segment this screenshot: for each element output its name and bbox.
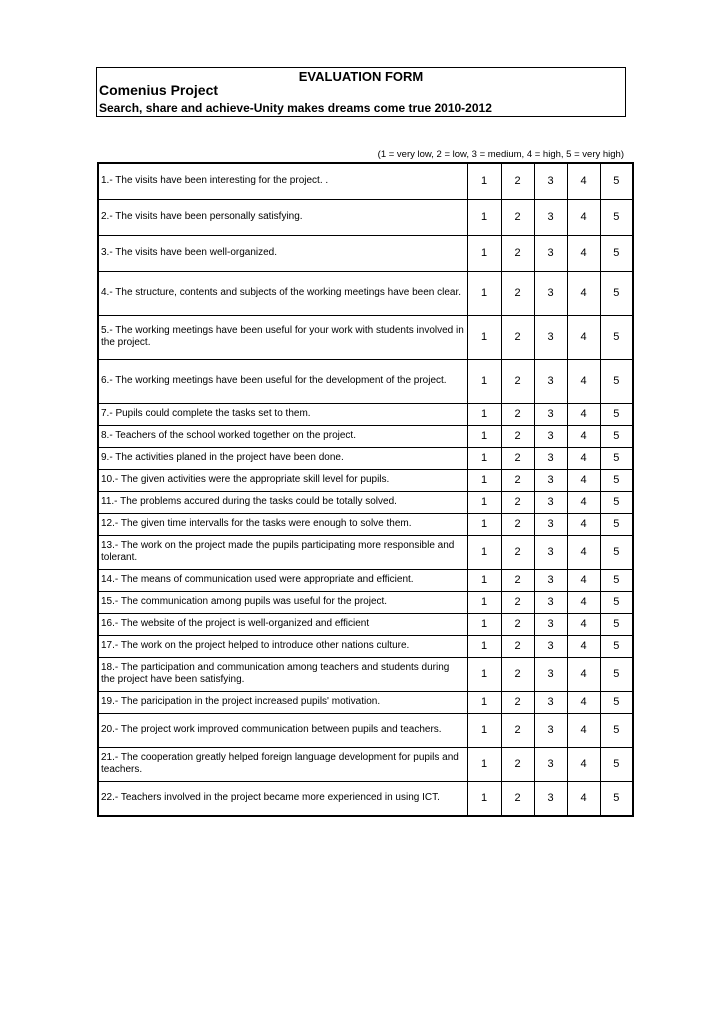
question-text: 1.- The visits have been interesting for the project. . [98,163,467,199]
rating-option-4[interactable]: 4 [567,425,600,447]
rating-option-1[interactable]: 1 [467,747,501,781]
rating-option-4[interactable]: 4 [567,713,600,747]
rating-option-4[interactable]: 4 [567,271,600,315]
rating-option-1[interactable]: 1 [467,199,501,235]
rating-option-2[interactable]: 2 [501,271,534,315]
rating-option-2[interactable]: 2 [501,199,534,235]
rating-option-2[interactable]: 2 [501,657,534,691]
rating-option-1[interactable]: 1 [467,513,501,535]
question-text: 3.- The visits have been well-organized. [98,235,467,271]
rating-option-2[interactable]: 2 [501,635,534,657]
rating-option-4[interactable]: 4 [567,403,600,425]
question-row [98,447,633,469]
rating-option-4[interactable]: 4 [567,747,600,781]
rating-option-5[interactable]: 5 [600,403,633,425]
rating-option-3[interactable]: 3 [534,425,567,447]
rating-option-3[interactable]: 3 [534,747,567,781]
rating-option-3[interactable]: 3 [534,691,567,713]
rating-option-5[interactable]: 5 [600,491,633,513]
rating-option-1[interactable]: 1 [467,591,501,613]
form-title: EVALUATION FORM [298,69,424,84]
question-text: 12.- The given time intervalls for the tasks were enough to solve them. [98,513,467,535]
question-row [98,315,633,359]
question-row [98,781,633,816]
rating-option-5[interactable]: 5 [600,199,633,235]
rating-option-3[interactable]: 3 [534,315,567,359]
rating-option-5[interactable]: 5 [600,359,633,403]
question-text: 7.- Pupils could complete the tasks set to them. [98,403,467,425]
rating-option-1[interactable]: 1 [467,425,501,447]
rating-option-2[interactable]: 2 [501,713,534,747]
rating-option-2[interactable]: 2 [501,691,534,713]
header-box [96,67,626,117]
question-text: 17.- The work on the project helped to introduce other nations culture. [98,635,467,657]
question-text: 15.- The communication among pupils was useful for the project. [98,591,467,613]
project-subtitle: Search, share and achieve-Unity makes dreams come true 2010-2012 [99,101,492,115]
rating-option-1[interactable]: 1 [467,781,501,816]
question-row [98,199,633,235]
question-text: 2.- The visits have been personally satisfying. [98,199,467,235]
question-row [98,569,633,591]
rating-option-1[interactable]: 1 [467,315,501,359]
evaluation-table [97,162,634,817]
rating-option-4[interactable]: 4 [567,657,600,691]
rating-option-1[interactable]: 1 [467,691,501,713]
question-row [98,491,633,513]
rating-option-4[interactable]: 4 [567,635,600,657]
rating-option-5[interactable]: 5 [600,447,633,469]
rating-option-5[interactable]: 5 [600,315,633,359]
rating-option-1[interactable]: 1 [467,635,501,657]
rating-option-3[interactable]: 3 [534,199,567,235]
rating-option-3[interactable]: 3 [534,591,567,613]
question-text: 8.- Teachers of the school worked together on the project. [98,425,467,447]
rating-option-1[interactable]: 1 [467,403,501,425]
question-row [98,591,633,613]
rating-option-3[interactable]: 3 [534,713,567,747]
rating-option-2[interactable]: 2 [501,315,534,359]
rating-option-2[interactable]: 2 [501,513,534,535]
rating-option-2[interactable]: 2 [501,163,534,199]
rating-option-5[interactable]: 5 [600,591,633,613]
rating-option-1[interactable]: 1 [467,469,501,491]
rating-option-2[interactable]: 2 [501,747,534,781]
project-name: Comenius Project [99,82,219,98]
rating-option-4[interactable]: 4 [567,513,600,535]
rating-option-4[interactable]: 4 [567,315,600,359]
rating-option-5[interactable]: 5 [600,613,633,635]
question-text: 9.- The activities planed in the project have been done. [98,447,467,469]
rating-option-4[interactable]: 4 [567,491,600,513]
rating-option-3[interactable]: 3 [534,613,567,635]
question-text: 22.- Teachers involved in the project became more experienced in using ICT. [98,781,467,816]
rating-option-1[interactable]: 1 [467,235,501,271]
rating-option-3[interactable]: 3 [534,635,567,657]
rating-option-3[interactable]: 3 [534,403,567,425]
rating-option-3[interactable]: 3 [534,447,567,469]
question-row [98,635,633,657]
rating-option-3[interactable]: 3 [534,657,567,691]
rating-option-3[interactable]: 3 [534,235,567,271]
rating-option-1[interactable]: 1 [467,359,501,403]
question-row [98,359,633,403]
rating-option-2[interactable]: 2 [501,781,534,816]
rating-option-5[interactable]: 5 [600,235,633,271]
question-row [98,713,633,747]
rating-option-4[interactable]: 4 [567,163,600,199]
rating-option-1[interactable]: 1 [467,535,501,569]
rating-option-2[interactable]: 2 [501,425,534,447]
rating-option-4[interactable]: 4 [567,199,600,235]
rating-option-2[interactable]: 2 [501,359,534,403]
rating-option-2[interactable]: 2 [501,491,534,513]
rating-option-1[interactable]: 1 [467,713,501,747]
rating-option-4[interactable]: 4 [567,447,600,469]
rating-option-2[interactable]: 2 [501,569,534,591]
rating-option-1[interactable]: 1 [467,163,501,199]
question-text: 5.- The working meetings have been useful for your work with students involved in the project. [98,315,467,359]
question-text: 4.- The structure, contents and subjects of the working meetings have been clear. [98,271,467,315]
rating-option-5[interactable]: 5 [600,657,633,691]
rating-option-5[interactable]: 5 [600,747,633,781]
question-row [98,425,633,447]
question-text: 20.- The project work improved communication between pupils and teachers. [98,713,467,747]
question-row [98,657,633,691]
rating-option-2[interactable]: 2 [501,613,534,635]
rating-option-3[interactable]: 3 [534,513,567,535]
question-row [98,513,633,535]
rating-option-4[interactable]: 4 [567,591,600,613]
question-text: 18.- The participation and communication among teachers and students during the project have been satisfying. [98,657,467,691]
rating-option-3[interactable]: 3 [534,781,567,816]
rating-scale-note: (1 = very low, 2 = low, 3 = medium, 4 = high, 5 = very high) [377,149,624,160]
rating-option-3[interactable]: 3 [534,535,567,569]
rating-option-3[interactable]: 3 [534,469,567,491]
rating-option-5[interactable]: 5 [600,163,633,199]
rating-option-2[interactable]: 2 [501,591,534,613]
question-row [98,271,633,315]
rating-option-4[interactable]: 4 [567,469,600,491]
question-row [98,403,633,425]
rating-option-4[interactable]: 4 [567,781,600,816]
rating-option-5[interactable]: 5 [600,469,633,491]
question-row [98,163,633,199]
rating-option-5[interactable]: 5 [600,425,633,447]
rating-option-1[interactable]: 1 [467,613,501,635]
question-row [98,535,633,569]
rating-option-5[interactable]: 5 [600,513,633,535]
rating-option-2[interactable]: 2 [501,535,534,569]
rating-option-3[interactable]: 3 [534,163,567,199]
question-text: 10.- The given activities were the appropriate skill level for pupils. [98,469,467,491]
question-row [98,747,633,781]
rating-option-2[interactable]: 2 [501,447,534,469]
rating-option-4[interactable]: 4 [567,235,600,271]
rating-option-2[interactable]: 2 [501,469,534,491]
question-row [98,691,633,713]
rating-option-1[interactable]: 1 [467,657,501,691]
rating-option-3[interactable]: 3 [534,569,567,591]
rating-option-3[interactable]: 3 [534,359,567,403]
rating-option-2[interactable]: 2 [501,403,534,425]
question-row [98,613,633,635]
question-row [98,235,633,271]
rating-option-1[interactable]: 1 [467,271,501,315]
question-text: 19.- The paricipation in the project increased pupils' motivation. [98,691,467,713]
question-row [98,469,633,491]
rating-option-4[interactable]: 4 [567,359,600,403]
question-text: 13.- The work on the project made the pupils participating more responsible and tolerant. [98,535,467,569]
rating-option-5[interactable]: 5 [600,691,633,713]
rating-option-1[interactable]: 1 [467,447,501,469]
rating-option-3[interactable]: 3 [534,271,567,315]
rating-option-1[interactable]: 1 [467,569,501,591]
rating-option-5[interactable]: 5 [600,713,633,747]
rating-option-5[interactable]: 5 [600,569,633,591]
rating-option-5[interactable]: 5 [600,635,633,657]
question-text: 14.- The means of communication used were appropriate and efficient. [98,569,467,591]
rating-option-2[interactable]: 2 [501,235,534,271]
rating-option-4[interactable]: 4 [567,535,600,569]
question-text: 21.- The cooperation greatly helped foreign language development for pupils and teachers. [98,747,467,781]
rating-option-1[interactable]: 1 [467,491,501,513]
rating-option-5[interactable]: 5 [600,271,633,315]
rating-option-3[interactable]: 3 [534,491,567,513]
question-text: 16.- The website of the project is well-organized and efficient [98,613,467,635]
rating-option-4[interactable]: 4 [567,569,600,591]
rating-option-5[interactable]: 5 [600,535,633,569]
rating-option-4[interactable]: 4 [567,691,600,713]
question-text: 6.- The working meetings have been useful for the development of the project. [98,359,467,403]
rating-option-4[interactable]: 4 [567,613,600,635]
rating-option-5[interactable]: 5 [600,781,633,816]
question-text: 11.- The problems accured during the tasks could be totally solved. [98,491,467,513]
